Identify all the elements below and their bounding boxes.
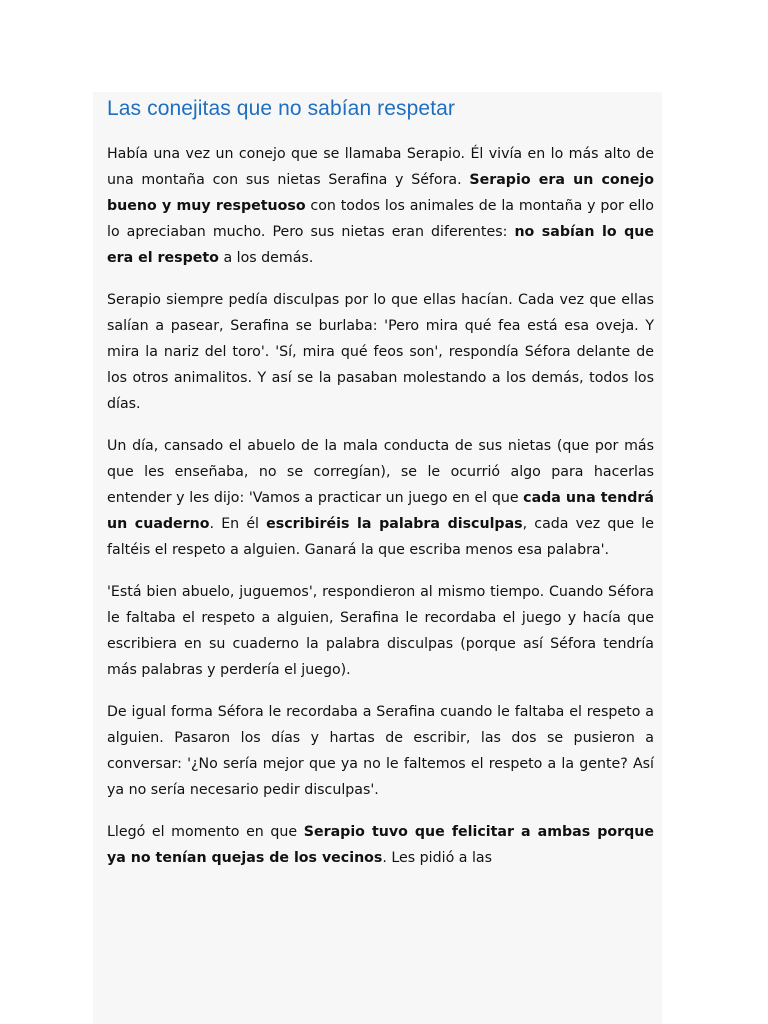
article-paragraphs [107,141,654,871]
paragraph-4 [107,579,654,683]
text-run: Llegó el momento en que [107,824,304,840]
text-run: Había una vez un conejo que se llamaba Serapio. Él vivía en lo más alto de una montaña con sus nietas Serafina y Séfora. [107,146,654,188]
text-run: . Les pidió a las [382,850,492,866]
bold-phrase: Serapio tuvo que felicitar a ambas porque ya no tenían quejas de los vecinos [107,824,654,866]
bold-phrase: cada una tendrá un cuaderno [107,490,654,532]
text-run: 'Está bien abuelo, juguemos', respondieron al mismo tiempo. Cuando Séfora le faltaba el respeto a alguien, Serafina le recordaba el juego y hacía que escribiera en su cuaderno la palabra disculpas (porque así Séfora tendría más palabras y perdería el juego). [107,584,654,678]
bold-phrase: escribiréis la palabra disculpas [266,516,523,532]
text-run: con todos los animales de la montaña y por ello lo apreciaban mucho. Pero sus nietas eran diferentes: [107,198,654,240]
paragraph-1 [107,141,654,271]
text-run: De igual forma Séfora le recordaba a Serafina cuando le faltaba el respeto a alguien. Pasaron los días y hartas de escribir, las dos se pusieron a conversar: '¿No sería mejor que ya no le faltemos el respeto a la gente? Así ya no sería necesario pedir disculpas'. [107,704,654,798]
paragraph-3 [107,433,654,563]
bold-phrase: no sabían lo que era el respeto [107,224,654,266]
paragraph-2 [107,287,654,417]
text-run: . En él [209,516,267,532]
text-run: a los demás. [218,250,314,266]
article-body [107,92,654,871]
article-title: Las conejitas que no sabían respetar [107,97,455,120]
paragraph-5 [107,699,654,803]
bold-phrase: Serapio era un conejo bueno y muy respetuoso [107,172,654,214]
paragraph-6 [107,819,654,871]
text-run: Serapio siempre pedía disculpas por lo que ellas hacían. Cada vez que ellas salían a pasear, Serafina se burlaba: 'Pero mira qué fea está esa oveja. Y mira la nariz del toro'. 'Sí, mira qué feos son', respondía Séfora delante de los otros animalitos. Y así se la pasaban molestando a los demás, todos los días. [107,292,654,412]
article-panel [93,92,662,1024]
text-run: Un día, cansado el abuelo de la mala conducta de sus nietas (que por más que les enseñaba, no se corregían), se le ocurrió algo para hacerlas entender y les dijo: 'Vamos a practicar un juego en el que [107,438,654,506]
text-run: , cada vez que le faltéis el respeto a alguien. Ganará la que escriba menos esa palabra'. [107,516,654,558]
